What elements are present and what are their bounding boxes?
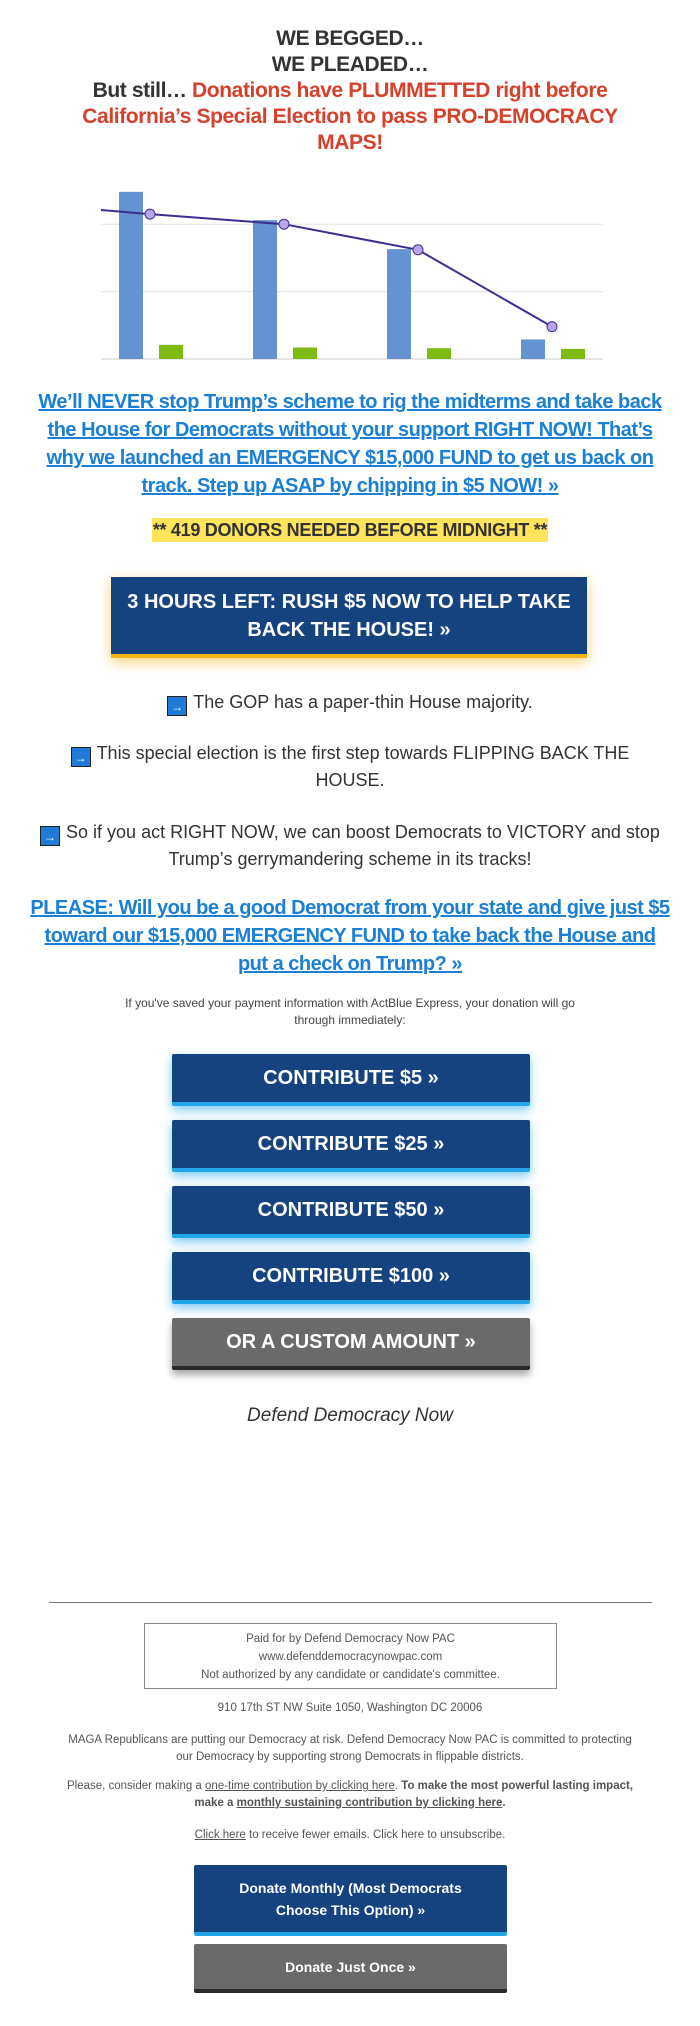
text: . — [394, 1780, 402, 1792]
paid-for-text: Paid for by Defend Democracy Now PAC — [246, 1633, 455, 1645]
arrow-right-icon: → — [40, 826, 60, 846]
arrow-right-icon: → — [167, 696, 187, 716]
mission-text: MAGA Republicans are putting our Democracy at risk. Defend Democracy Now PAC is committed to protecting our Democracy by supporting strong Democrats in flippable districts. — [68, 1734, 632, 1763]
please-give-link[interactable]: PLEASE: Will you be a good Democrat from your state and give just $5 toward our $15,000 EMERGENCY FUND to take back the House and put a check on Trump? » — [30, 897, 670, 975]
bar-blue — [521, 339, 545, 359]
custom-amount-button[interactable]: OR A CUSTOM AMOUNT » — [172, 1318, 530, 1370]
headline-dark: But still… — [92, 79, 193, 102]
contribute-100-button[interactable]: CONTRIBUTE $100 » — [172, 1252, 530, 1304]
donate-monthly-button[interactable]: Donate Monthly (Most Democrats Choose This Option) » — [194, 1865, 507, 1936]
email-preferences — [0, 1826, 700, 1844]
bar-blue — [119, 192, 143, 359]
bar-blue — [387, 249, 411, 359]
headline-line: WE PLEADED… — [271, 53, 429, 76]
bullet-text: So if you act RIGHT NOW, we can boost Democrats to VICTORY and stop Trump’s gerrymandering scheme in its tracks! — [66, 822, 660, 869]
bar-blue — [253, 220, 277, 359]
text: To make the most powerful lasting impact, make a — [194, 1780, 634, 1809]
one-time-contribution-link[interactable]: one-time contribution by clicking here — [205, 1780, 395, 1792]
monthly-contribution-link[interactable]: monthly sustaining contribution by clicking here — [236, 1797, 503, 1809]
trend-point — [279, 219, 289, 229]
text: Please, consider making a — [66, 1780, 206, 1792]
trend-point — [145, 209, 155, 219]
footer-divider — [49, 1602, 652, 1603]
bullet-text: The GOP has a paper-thin House majority. — [193, 692, 533, 712]
contribute-5-button[interactable]: CONTRIBUTE $5 » — [172, 1054, 530, 1106]
contribution-options-text — [55, 1778, 645, 1812]
headline-line: California’s Special Election to pass PRO-DEMOCRACY — [82, 105, 618, 128]
headline — [0, 26, 700, 156]
bar-green — [561, 349, 585, 359]
emergency-fund-link[interactable]: We’ll NEVER stop Trump’s scheme to rig the midterms and take back the House for Democrats without your support RIGHT NOW! That’s why we launched an EMERGENCY $15,000 FUND to get us back on track. Step up ASAP by chipping in $5 NOW! » — [38, 391, 662, 497]
rush-donate-button[interactable]: 3 HOURS LEFT: RUSH $5 NOW TO HELP TAKE BACK THE HOUSE! » — [111, 577, 587, 658]
donors-needed-banner: ** 419 DONORS NEEDED BEFORE MIDNIGHT ** — [152, 520, 548, 540]
arrow-right-icon: → — [71, 747, 91, 767]
text: . — [502, 1797, 506, 1809]
fewer-emails-link[interactable]: Click here — [194, 1829, 246, 1841]
headline-red: Donations have PLUMMETTED right before — [192, 79, 608, 102]
disclaimer-box — [144, 1623, 557, 1689]
bullet-item — [40, 740, 660, 793]
actblue-express-note: If you've saved your payment information with ActBlue Express, your donation will go through immediately: — [125, 996, 575, 1027]
trend-point — [413, 245, 423, 255]
not-authorized-text: Not authorized by any candidate or candidate's committee. — [201, 1669, 500, 1681]
headline-line: WE BEGGED… — [276, 27, 424, 50]
donations-chart — [0, 170, 700, 370]
headline-line: MAPS! — [317, 131, 383, 154]
donate-once-button[interactable]: Donate Just Once » — [194, 1944, 507, 1993]
signature: Defend Democracy Now — [247, 1405, 453, 1426]
unsubscribe-text[interactable]: to receive fewer emails. Click here to unsubscribe. — [245, 1829, 506, 1841]
trend-line — [101, 210, 552, 327]
contribute-50-button[interactable]: CONTRIBUTE $50 » — [172, 1186, 530, 1238]
bullet-item — [0, 689, 700, 716]
contribute-25-button[interactable]: CONTRIBUTE $25 » — [172, 1120, 530, 1172]
trend-point — [547, 322, 557, 332]
bullet-item — [25, 819, 675, 872]
bar-green — [159, 345, 183, 359]
headline-line — [0, 78, 700, 104]
website-text: www.defenddemocracynowpac.com — [258, 1651, 443, 1663]
bar-green — [293, 348, 317, 359]
bar-green — [427, 348, 451, 359]
address: 910 17th ST NW Suite 1050, Washington DC 20006 — [217, 1702, 483, 1714]
bullet-text: This special election is the first step towards FLIPPING BACK THE HOUSE. — [96, 743, 630, 790]
